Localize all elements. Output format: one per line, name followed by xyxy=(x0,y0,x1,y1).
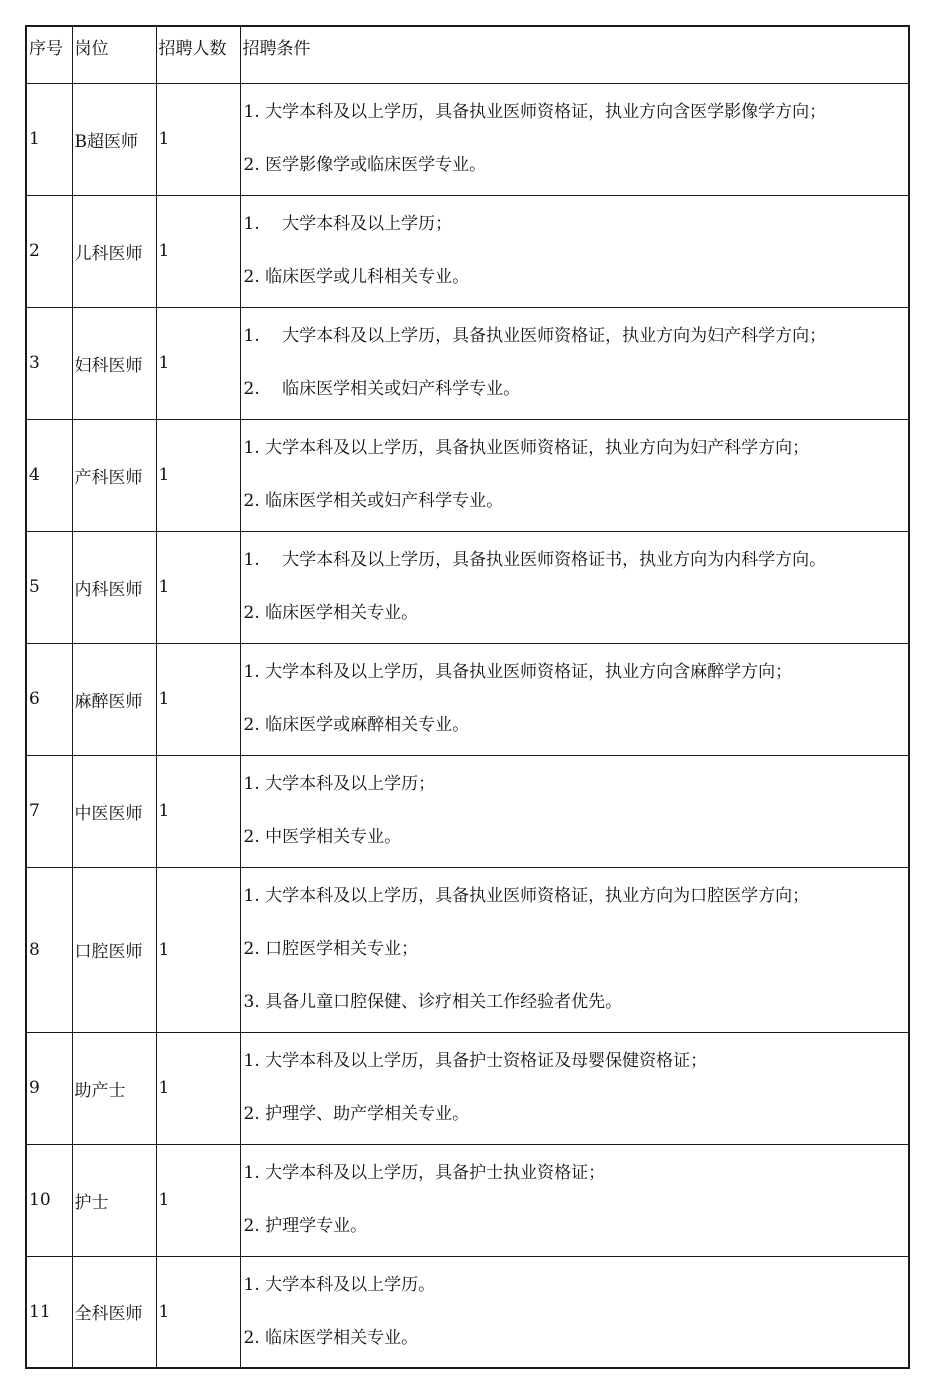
cell-requirements xyxy=(240,643,909,755)
requirement-line: 2. 医学影像学或临床医学专业。 xyxy=(243,155,487,175)
requirement-line: 1. 大学本科及以上学历； xyxy=(243,214,453,234)
requirement-line: 1. 大学本科及以上学历，具备执业医师资格证，执业方向为妇产科学方向； xyxy=(243,438,810,458)
table-row xyxy=(26,1144,909,1256)
header-requirements: 招聘条件 xyxy=(240,26,909,83)
recruitment-table-container xyxy=(25,25,908,1369)
cell-headcount: 1 xyxy=(156,307,240,419)
table-row xyxy=(26,755,909,867)
requirement-line: 1. 大学本科及以上学历，具备护士资格证及母婴保健资格证； xyxy=(243,1051,708,1071)
header-position: 岗位 xyxy=(72,26,156,83)
requirement-line: 2. 临床医学相关专业。 xyxy=(243,603,419,623)
cell-position: 助产士 xyxy=(72,1032,156,1144)
cell-requirements xyxy=(240,1256,909,1368)
requirement-line: 1. 大学本科及以上学历。 xyxy=(243,1274,436,1295)
cell-serial-number: 6 xyxy=(26,643,72,755)
cell-requirements xyxy=(240,531,909,643)
table-body xyxy=(26,83,909,1368)
cell-position: 妇科医师 xyxy=(72,307,156,419)
cell-requirements xyxy=(240,83,909,195)
table-header xyxy=(26,26,909,83)
requirement-line: 2. 护理学专业。 xyxy=(243,1216,368,1236)
cell-headcount: 1 xyxy=(156,643,240,755)
table-row xyxy=(26,1032,909,1144)
requirement-line: 2. 临床医学或麻醉相关专业。 xyxy=(243,715,470,735)
cell-serial-number: 8 xyxy=(26,867,72,1032)
cell-requirements xyxy=(240,195,909,307)
cell-serial-number: 4 xyxy=(26,419,72,531)
header-row xyxy=(26,26,909,83)
cell-serial-number: 7 xyxy=(26,755,72,867)
header-headcount: 招聘人数 xyxy=(156,26,240,83)
requirement-line: 1. 大学本科及以上学历，具备执业医师资格证，执业方向含麻醉学方向； xyxy=(243,662,793,682)
table-row xyxy=(26,867,909,1032)
cell-position: 内科医师 xyxy=(72,531,156,643)
cell-headcount: 1 xyxy=(156,195,240,307)
cell-headcount: 1 xyxy=(156,83,240,195)
cell-position: 护士 xyxy=(72,1144,156,1256)
requirement-line: 1. 大学本科及以上学历，具备护士执业资格证； xyxy=(243,1163,606,1183)
cell-requirements xyxy=(240,307,909,419)
cell-position: 中医医师 xyxy=(72,755,156,867)
cell-serial-number: 3 xyxy=(26,307,72,419)
cell-requirements xyxy=(240,867,909,1032)
requirement-line: 1. 大学本科及以上学历； xyxy=(243,774,436,794)
requirement-line: 2. 临床医学相关或妇产科学专业。 xyxy=(243,379,521,399)
cell-serial-number: 2 xyxy=(26,195,72,307)
cell-headcount: 1 xyxy=(156,755,240,867)
cell-position: B超医师 xyxy=(72,83,156,195)
requirement-line: 2. 护理学、助产学相关专业。 xyxy=(243,1104,470,1124)
table-row xyxy=(26,307,909,419)
cell-position: 口腔医师 xyxy=(72,867,156,1032)
cell-position: 儿科医师 xyxy=(72,195,156,307)
cell-position: 麻醉医师 xyxy=(72,643,156,755)
cell-headcount: 1 xyxy=(156,867,240,1032)
requirement-line: 2. 临床医学相关专业。 xyxy=(243,1327,419,1348)
requirement-line: 2. 临床医学相关或妇产科学专业。 xyxy=(243,491,504,511)
table-row xyxy=(26,643,909,755)
cell-headcount: 1 xyxy=(156,1032,240,1144)
requirement-line: 2. 中医学相关专业。 xyxy=(243,827,402,847)
requirement-line: 1. 大学本科及以上学历，具备执业医师资格证，执业方向为口腔医学方向； xyxy=(243,886,810,906)
requirement-line: 2. 临床医学或儿科相关专业。 xyxy=(243,267,470,287)
table-row xyxy=(26,419,909,531)
header-serial-number: 序号 xyxy=(26,26,72,83)
table-row xyxy=(26,531,909,643)
cell-serial-number: 1 xyxy=(26,83,72,195)
cell-serial-number: 10 xyxy=(26,1144,72,1256)
cell-headcount: 1 xyxy=(156,1144,240,1256)
cell-headcount: 1 xyxy=(156,1256,240,1368)
cell-serial-number: 11 xyxy=(26,1256,72,1368)
cell-requirements xyxy=(240,755,909,867)
requirement-line: 1. 大学本科及以上学历，具备执业医师资格证书，执业方向为内科学方向。 xyxy=(243,550,827,570)
cell-position: 全科医师 xyxy=(72,1256,156,1368)
cell-headcount: 1 xyxy=(156,531,240,643)
cell-serial-number: 5 xyxy=(26,531,72,643)
cell-position: 产科医师 xyxy=(72,419,156,531)
requirement-line: 3. 具备儿童口腔保健、诊疗相关工作经验者优先。 xyxy=(243,992,623,1012)
requirement-line: 1. 大学本科及以上学历，具备执业医师资格证，执业方向为妇产科学方向； xyxy=(243,326,827,346)
cell-headcount: 1 xyxy=(156,419,240,531)
table-row xyxy=(26,195,909,307)
cell-requirements xyxy=(240,419,909,531)
cell-requirements xyxy=(240,1032,909,1144)
recruitment-table xyxy=(25,25,910,1369)
cell-requirements xyxy=(240,1144,909,1256)
table-row xyxy=(26,1256,909,1368)
requirement-line: 2. 口腔医学相关专业； xyxy=(243,939,419,959)
cell-serial-number: 9 xyxy=(26,1032,72,1144)
requirement-line: 1. 大学本科及以上学历，具备执业医师资格证，执业方向含医学影像学方向； xyxy=(243,102,827,122)
table-row xyxy=(26,83,909,195)
